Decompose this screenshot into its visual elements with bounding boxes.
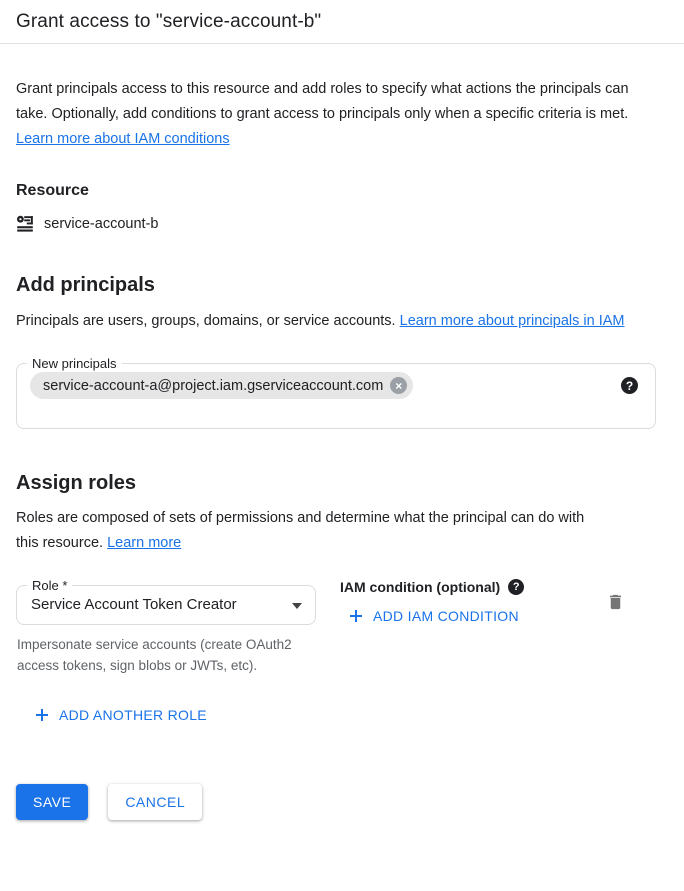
- role-select[interactable]: [16, 578, 316, 625]
- cancel-button[interactable]: CANCEL: [108, 784, 202, 820]
- role-row: [16, 578, 656, 676]
- chip-remove-icon[interactable]: ×: [390, 377, 407, 394]
- plus-icon: [35, 708, 49, 722]
- principal-chip-text: service-account-a@project.iam.gserviceaccount.com: [43, 377, 384, 394]
- add-principals-description: [16, 309, 632, 334]
- intro-text: [16, 77, 648, 152]
- new-principals-label: New principals: [27, 355, 122, 372]
- add-another-role-button[interactable]: [35, 707, 207, 723]
- new-principals-field[interactable]: [16, 356, 656, 429]
- add-another-role-label: ADD ANOTHER ROLE: [59, 707, 207, 723]
- add-principals-heading: Add principals: [16, 274, 155, 296]
- assign-roles-heading: Assign roles: [16, 472, 137, 494]
- learn-more-roles-link[interactable]: Learn more: [107, 535, 182, 551]
- assign-roles-description: [16, 506, 596, 556]
- dialog-title: Grant access to "service-account-b": [16, 11, 322, 32]
- principal-chip: [30, 372, 413, 399]
- role-selected-value: Service Account Token Creator: [31, 596, 237, 613]
- role-column: [16, 578, 316, 676]
- role-helper-text: Impersonate service accounts (create OAuth2 access tokens, sign blobs or JWTs, etc).: [17, 637, 292, 673]
- iam-condition-label-row: [340, 579, 524, 595]
- resource-row: [16, 214, 656, 233]
- iam-condition-label: IAM condition (optional): [340, 579, 501, 595]
- save-button[interactable]: SAVE: [16, 784, 88, 820]
- role-label: Role *: [27, 577, 72, 594]
- service-account-icon: [16, 214, 35, 233]
- principals-help-icon[interactable]: ?: [621, 377, 638, 394]
- dialog-body: [0, 77, 684, 836]
- add-principals-description-span: Principals are users, groups, domains, or service accounts.: [16, 313, 400, 329]
- delete-role-button[interactable]: [606, 592, 625, 615]
- dialog-header: [0, 0, 684, 44]
- resource-name: service-account-b: [44, 215, 159, 232]
- add-iam-condition-label: ADD IAM CONDITION: [373, 608, 519, 624]
- iam-condition-column: [340, 579, 524, 628]
- resource-heading: Resource: [16, 182, 89, 199]
- add-iam-condition-button[interactable]: [349, 608, 519, 624]
- intro-text-span: Grant principals access to this resource and add roles to specify what actions the principals can take. Optionally, add conditions to grant access to principals only when a specific criteria is met.: [16, 81, 629, 122]
- dialog-footer: [16, 784, 656, 820]
- iam-condition-help-icon[interactable]: ?: [508, 579, 524, 595]
- learn-more-principals-link[interactable]: Learn more about principals in IAM: [399, 313, 625, 329]
- dropdown-arrow-icon: [292, 603, 302, 609]
- assign-roles-description-span: Roles are composed of sets of permissions and determine what the principal can do with this resource.: [16, 510, 585, 551]
- learn-more-iam-conditions-link[interactable]: Learn more about IAM conditions: [16, 131, 230, 147]
- trash-icon: [606, 592, 625, 615]
- plus-icon: [349, 609, 363, 623]
